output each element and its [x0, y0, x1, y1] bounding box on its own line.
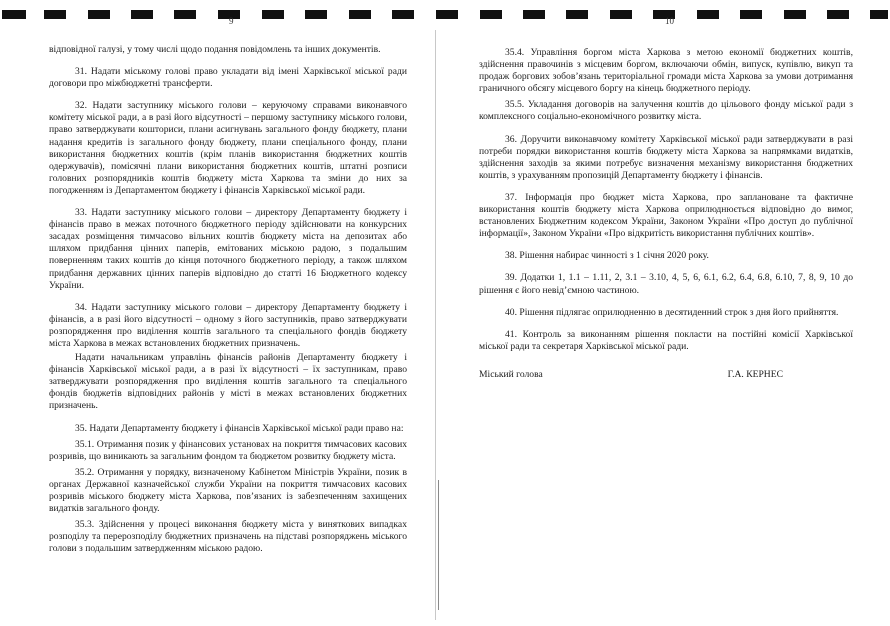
paragraph-35-3: 35.3. Здійснення у процесі виконання бюджету міста у виняткових випадках розподілу та перерозподілу бюджетних призначень на підставі розпоряджень міського голови з подальшим затвердженням міською радою.	[49, 519, 407, 555]
paragraph-30-continued: відповідної галузі, у тому числі щодо подання повідомлень та інших документів.	[49, 44, 381, 55]
right-page-number: 10	[665, 16, 674, 26]
left-page	[49, 44, 407, 559]
page-fold-shadow	[438, 480, 439, 610]
paragraph-37: 37. Інформація про бюджет міста Харкова, про заплановане та фактичне використання коштів бюджету міста Харкова оприлюднюється відповідно до вимог, встановлених Бюджетним кодексом України, Законом України «Про доступ до публічної інформації», Законом України «Про відкритість використання публічних коштів».	[479, 191, 853, 240]
scan-header-dashes	[0, 6, 890, 22]
paragraph-34-second: Надати начальникам управлінь фінансів районів Департаменту бюджету і фінансів Харківської міської ради, а в разі їх відсутності – їх заступникам, право затверджувати розпорядження про виділення коштів загального та спеціального фондів бюджетів відповідних районів у місті в межах встановлених бюджетних призначень.	[49, 352, 407, 412]
paragraph-38: 38. Рішення набирає чинності з 1 січня 2020 року.	[505, 250, 709, 262]
paragraph-41: 41. Контроль за виконанням рішення покласти на постійні комісії Харківської міської ради та секретаря Харківської міської ради.	[479, 328, 853, 352]
right-page	[479, 47, 853, 381]
paragraph-35-1: 35.1. Отримання позик у фінансових установах на покриття тимчасових касових розривів, що виникають за загальним фондом та бюджетом розвитку бюджету міста.	[49, 438, 407, 462]
paragraph-31: 31. Надати міському голові право укладати від імені Харківської міської ради договори про міжбюджетні трансферти.	[49, 66, 407, 90]
paragraph-32: 32. Надати заступнику міського голови – керуючому справами виконавчого комітету міської ради, а в разі його відсутності – першому заступнику міського голови, право затверджувати кошториси, плани асигнувань загального фонду бюджету, плани надання кредитів із загального фонду бюджету, плани спеціального фонду, плани використання бюджетних коштів (крім планів використання бюджетних коштів одержувачів), помісячні плани використання бюджетних коштів, штатні розписи головних розпорядників коштів бюджету міста Харкова та зміни до них за погодженням із Департаментом бюджету і фінансів Харківської міської ради.	[49, 100, 407, 196]
paragraph-39: 39. Додатки 1, 1.1 – 1.11, 2, 3.1 – 3.10, 4, 5, 6, 6.1, 6.2, 6.4, 6.8, 6.10, 7, 8, 9, 10 до рішення є його невід’ємною частиною.	[479, 272, 853, 296]
signature-block	[479, 369, 853, 381]
paragraph-36: 36. Доручити виконавчому комітету Харківської міської ради затверджувати в разі потреби порядки використання коштів бюджету міста Харкова за напрямками видатків, здійснення заходів за якими потребує визначення механізму використання бюджетних коштів, з урахуванням пропозицій Департаменту бюджету і фінансів.	[479, 133, 853, 181]
left-page-number: 9	[229, 16, 234, 26]
paragraph-35-5: 35.5. Укладання договорів на залучення коштів до цільового фонду міської ради з комплексного соціально-економічного розвитку міста.	[479, 99, 853, 123]
signatory-name: Г.А. КЕРНЕС	[727, 368, 783, 380]
signatory-position: Міський голова	[479, 368, 543, 380]
paragraph-35: 35. Надати Департаменту бюджету і фінансів Харківської міської ради право на:	[75, 422, 404, 434]
paragraph-40: 40. Рішення підлягає оприлюдненню в десятиденний строк з дня його прийняття.	[505, 306, 839, 318]
paragraph-34: 34. Надати заступнику міського голови – директору Департаменту бюджету і фінансів, а в разі його відсутності – одному з його заступників, право затверджувати розпорядження про виділення коштів загального та спеціального фондів бюджету міста Харкова в межах встановлених бюджетних призначень.	[49, 301, 407, 349]
paragraph-35-2: 35.2. Отримання у порядку, визначеному Кабінетом Міністрів України, позик в органах Державної казначейської служби України на покриття тимчасових касових розривів міського бюджету міста Харкова, пов’язаних із забезпеченням захищених видатків загального фонду.	[49, 466, 407, 515]
page-fold-divider	[435, 30, 436, 620]
paragraph-33: 33. Надати заступнику міського голови – директору Департаменту бюджету і фінансів право в межах поточного бюджетного періоду здійснювати на конкурсних засадах розміщення тимчасово вільних коштів бюджету міста на депозитах або шляхом придбання цінних паперів, емітованих міською радою, з подальшим поверненням таких коштів до кінця поточного бюджетного періоду, а також шляхом придбання державних цінних паперів відповідно до статті 16 Бюджетного кодексу України.	[49, 207, 407, 291]
paragraph-35-4: 35.4. Управління боргом міста Харкова з метою економії бюджетних коштів, здійснення правочинів з місцевим боргом, включаючи обмін, випуск, купівлю, викуп та продаж боргових зобов’язань територіальної громади міста Харкова за умови дотримання граничного обсягу місцевого боргу на кінець бюджетного періоду.	[479, 47, 853, 95]
